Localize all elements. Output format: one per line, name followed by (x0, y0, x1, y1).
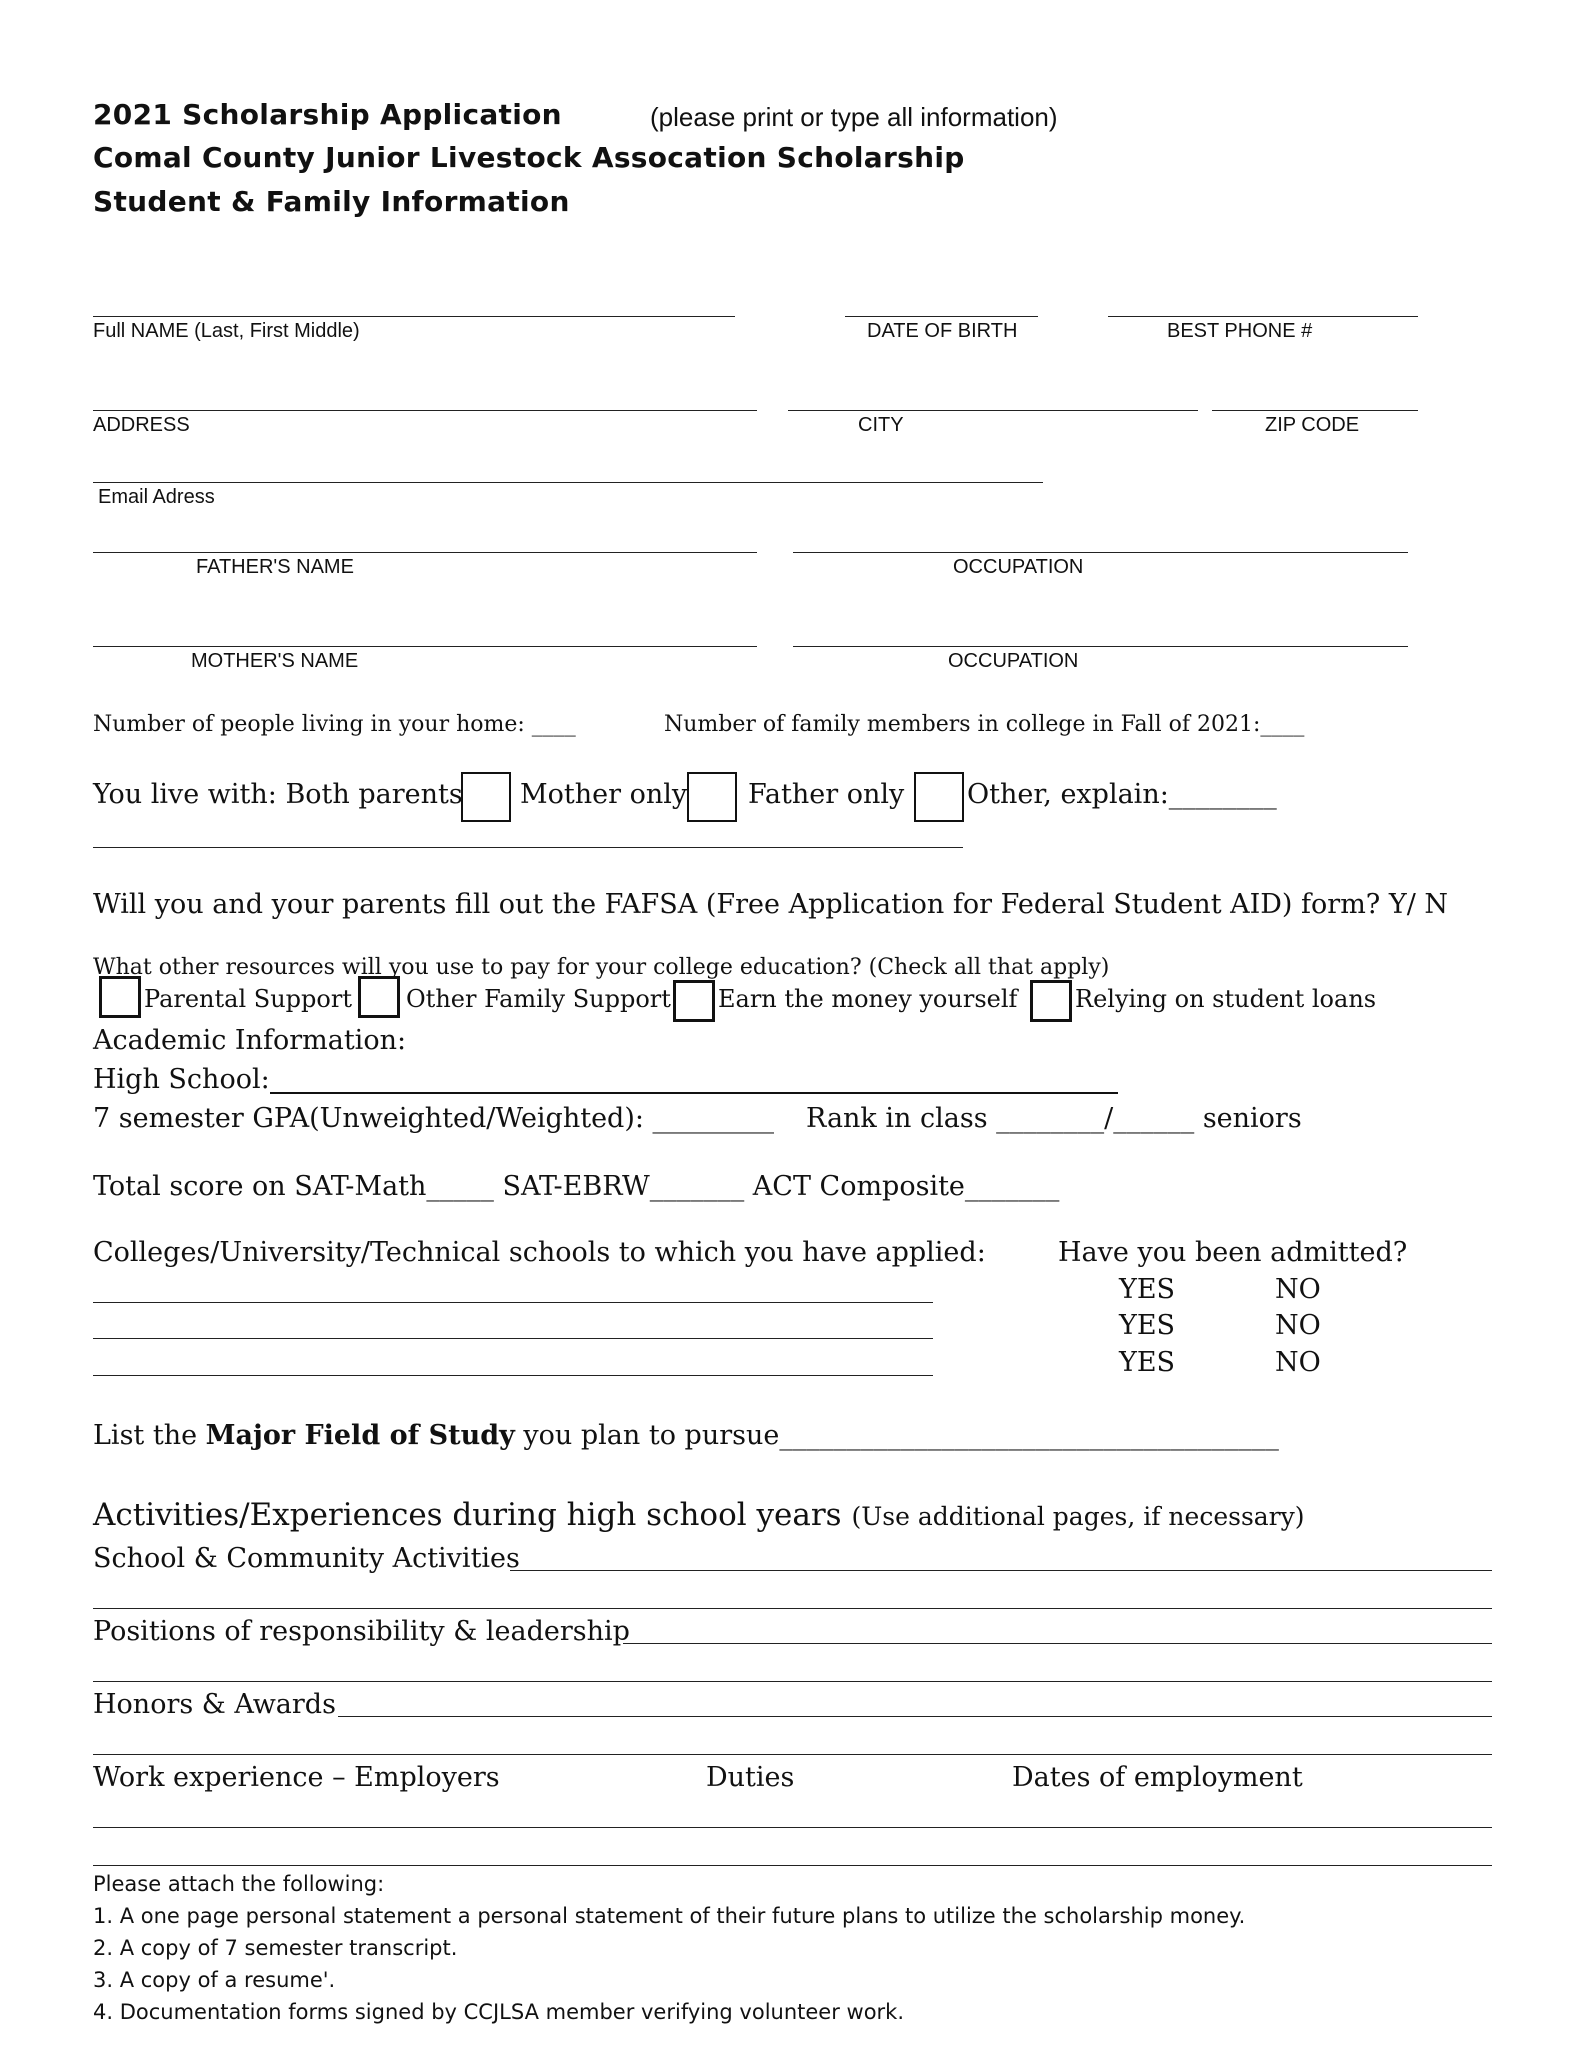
fafsa-question: Will you and your parents fill out the FAFSA (Free Application for Federal Student AID) form? Y/ N (93, 889, 1448, 920)
earn-money-checkbox[interactable] (673, 980, 715, 1022)
mother-only-label: Mother only (520, 779, 688, 810)
phone-label: BEST PHONE # (1167, 320, 1313, 342)
college-line[interactable] (93, 1302, 933, 1303)
college-3-no[interactable]: NO (1275, 1347, 1321, 1378)
both-parents-checkbox[interactable] (461, 772, 511, 822)
admitted-label: Have you been admitted? (1058, 1237, 1408, 1268)
mother-occupation-label: OCCUPATION (948, 650, 1079, 672)
family-college-field[interactable]: Number of family members in college in Fall of 2021:____ (664, 712, 1305, 737)
major-field[interactable] (93, 1420, 1279, 1451)
leadership-line[interactable] (623, 1643, 1492, 1644)
zip-label: ZIP CODE (1265, 414, 1360, 436)
attachments-intro: Please attach the following: (93, 1872, 385, 1896)
work-duties-label: Duties (706, 1762, 795, 1793)
parental-support-label: Parental Support (144, 985, 352, 1013)
organization-title: Comal County Junior Livestock Assocation Scholarship (93, 141, 965, 174)
gpa-field[interactable]: 7 semester GPA(Unweighted/Weighted): _________ (93, 1103, 775, 1134)
attachment-item: 4. Documentation forms signed by CCJLSA member verifying volunteer work. (93, 2000, 905, 2024)
mother-only-checkbox[interactable] (687, 772, 737, 822)
section-title: Student & Family Information (93, 185, 570, 218)
college-1-no[interactable]: NO (1275, 1274, 1321, 1305)
city-label: CITY (858, 414, 904, 436)
form-title: 2021 Scholarship Application (93, 98, 562, 131)
dob-label: DATE OF BIRTH (867, 320, 1018, 342)
other-family-support-checkbox[interactable] (358, 976, 400, 1018)
major-suffix: you plan to pursue_____________________________________ (523, 1420, 1279, 1451)
other-checkbox[interactable] (914, 772, 964, 822)
school-activities-line[interactable] (510, 1570, 1492, 1571)
honors-line-2[interactable] (93, 1754, 1492, 1755)
honors-line[interactable] (338, 1716, 1492, 1717)
activities-heading-text: Activities/Experiences during high school years (93, 1497, 842, 1533)
rank-field[interactable]: Rank in class ________/______ seniors (806, 1103, 1302, 1134)
father-occupation-label: OCCUPATION (953, 556, 1084, 578)
mother-name-line[interactable] (93, 646, 757, 647)
phone-line[interactable] (1108, 316, 1418, 317)
college-line[interactable] (93, 1338, 933, 1339)
earn-money-label: Earn the money yourself (718, 985, 1018, 1013)
work-line[interactable] (93, 1865, 1492, 1866)
email-line[interactable] (93, 482, 1043, 483)
attachment-item: 2. A copy of 7 semester transcript. (93, 1936, 458, 1960)
college-2-yes[interactable]: YES (1119, 1310, 1176, 1341)
other-family-support-label: Other Family Support (406, 985, 671, 1013)
other-explain-line[interactable] (93, 847, 963, 848)
high-school-label: High School: (93, 1064, 270, 1095)
dob-line[interactable] (845, 316, 1038, 317)
father-occupation-line[interactable] (793, 552, 1408, 553)
leadership-label: Positions of responsibility & leadership (93, 1616, 630, 1647)
college-2-no[interactable]: NO (1275, 1310, 1321, 1341)
honors-label: Honors & Awards (93, 1689, 336, 1720)
activities-heading (93, 1497, 1305, 1533)
major-prefix: List the (93, 1420, 198, 1451)
academic-heading: Academic Information: (93, 1025, 407, 1056)
mother-occupation-line[interactable] (793, 646, 1408, 647)
city-line[interactable] (788, 410, 1198, 411)
work-employers-label: Work experience – Employers (93, 1762, 500, 1793)
college-3-yes[interactable]: YES (1119, 1347, 1176, 1378)
test-scores-field[interactable]: Total score on SAT-Math_____ SAT-EBRW_______ ACT Composite_______ (93, 1171, 1060, 1202)
attachment-item: 3. A copy of a resume'. (93, 1968, 336, 1992)
zip-line[interactable] (1212, 410, 1418, 411)
live-with-label: You live with: Both parents (93, 779, 463, 810)
address-label: ADDRESS (93, 414, 190, 436)
other-explain-field[interactable]: Other, explain:________ (967, 779, 1277, 810)
school-activities-label: School & Community Activities (93, 1543, 520, 1574)
father-name-label: FATHER'S NAME (196, 556, 354, 578)
father-name-line[interactable] (93, 552, 757, 553)
student-loans-checkbox[interactable] (1030, 980, 1072, 1022)
full-name-label: Full NAME (Last, First Middle) (93, 320, 360, 342)
work-dates-label: Dates of employment (1012, 1762, 1303, 1793)
student-loans-label: Relying on student loans (1075, 985, 1377, 1013)
address-line[interactable] (93, 410, 757, 411)
full-name-line[interactable] (93, 316, 735, 317)
school-activities-line-2[interactable] (93, 1608, 1492, 1609)
mother-name-label: MOTHER'S NAME (191, 650, 359, 672)
college-1-yes[interactable]: YES (1119, 1274, 1176, 1305)
resources-question: What other resources will you use to pay for your college education? (Check all that apply) (93, 955, 1110, 980)
activities-heading-note: (Use additional pages, if necessary) (851, 1502, 1305, 1531)
print-note: (please print or type all information) (650, 102, 1058, 132)
college-line[interactable] (93, 1375, 933, 1376)
colleges-label: Colleges/University/Technical schools to which you have applied: (93, 1237, 986, 1268)
high-school-line[interactable] (270, 1092, 1118, 1094)
email-label: Email Adress (98, 486, 215, 508)
father-only-label: Father only (748, 779, 905, 810)
major-bold: Major Field of Study (205, 1420, 515, 1451)
leadership-line-2[interactable] (93, 1681, 1492, 1682)
people-living-field[interactable]: Number of people living in your home: ____ (93, 712, 576, 737)
attachment-item: 1. A one page personal statement a personal statement of their future plans to utilize the scholarship money. (93, 1904, 1246, 1928)
work-line[interactable] (93, 1827, 1492, 1828)
parental-support-checkbox[interactable] (99, 976, 141, 1018)
